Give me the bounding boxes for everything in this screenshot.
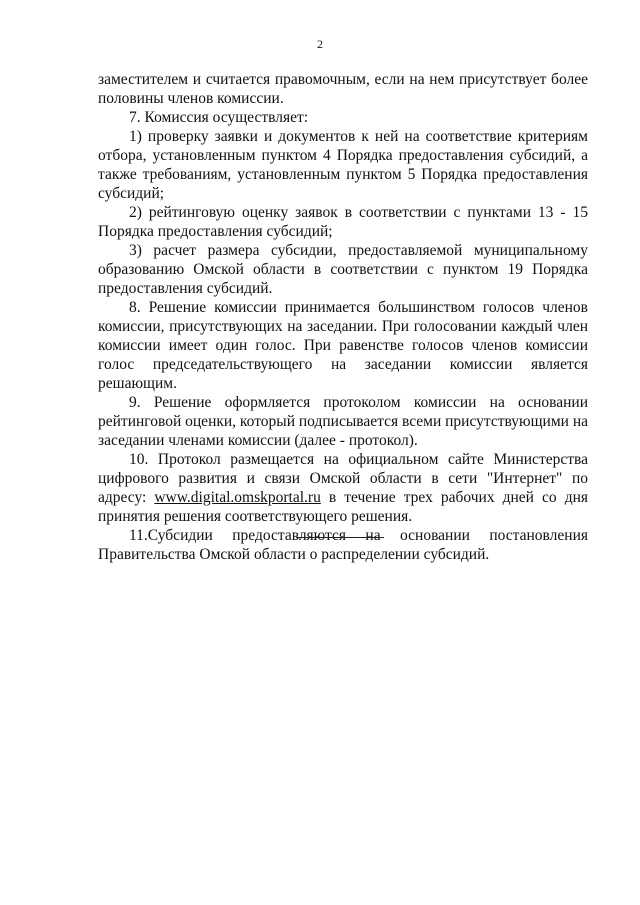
document-body — [98, 70, 588, 564]
paragraph-subitem-1: 1) проверку заявки и документов к ней на соответствие критериям отбора, установленным пунктом 4 Порядка предоставления субсидий, а также требованиям, установленным пунктом 5 Порядка предоставления субсидий; — [98, 128, 588, 202]
paragraph-item-7: 7. Комиссия осуществляет: — [129, 109, 309, 126]
paragraph-continuation: заместителем и считается правомочным, если на нем присутствует более половины членов комиссии. — [98, 71, 588, 107]
paragraph-item-8: 8. Решение комиссии принимается большинством голосов членов комиссии, присутствующих на заседании. При голосовании каждый член комиссии имеет один голос. При равенстве голосов членов комиссии голос председательствующего на заседании комиссии является решающим. — [98, 299, 588, 392]
page-number: 2 — [317, 37, 323, 51]
paragraph-item-10 — [98, 450, 588, 526]
paragraph-subitem-3: 3) расчет размера субсидии, предоставляемой муниципальному образованию Омской области в соответствии с пунктом 19 Порядка предоставления субсидий. — [98, 242, 588, 297]
paragraph-item-10-text-end: в течение трех рабочих дней со дня принятия решения соответствующего решения. — [98, 489, 588, 525]
paragraph-item-11: 11.Субсидии предоставляются на основании постановления Правительства Омской области о распределении субсидий. — [98, 527, 588, 563]
end-divider — [296, 537, 384, 538]
paragraph-item-10-text-start: 10. Протокол размещается на официальном сайте Министерства цифрового развития и связи Омской области в сети "Интернет" по адресу: — [98, 451, 588, 506]
paragraph-item-9: 9. Решение оформляется протоколом комиссии на основании рейтинговой оценки, который подписывается всеми присутствующими на заседании членами комиссии (далее - протокол). — [98, 394, 589, 449]
paragraph-subitem-2: 2) рейтинговую оценку заявок в соответствии с пунктами 13 - 15 Порядка предоставления субсидий; — [98, 204, 588, 240]
website-link[interactable]: www.digital.omskportal.ru — [154, 489, 321, 506]
